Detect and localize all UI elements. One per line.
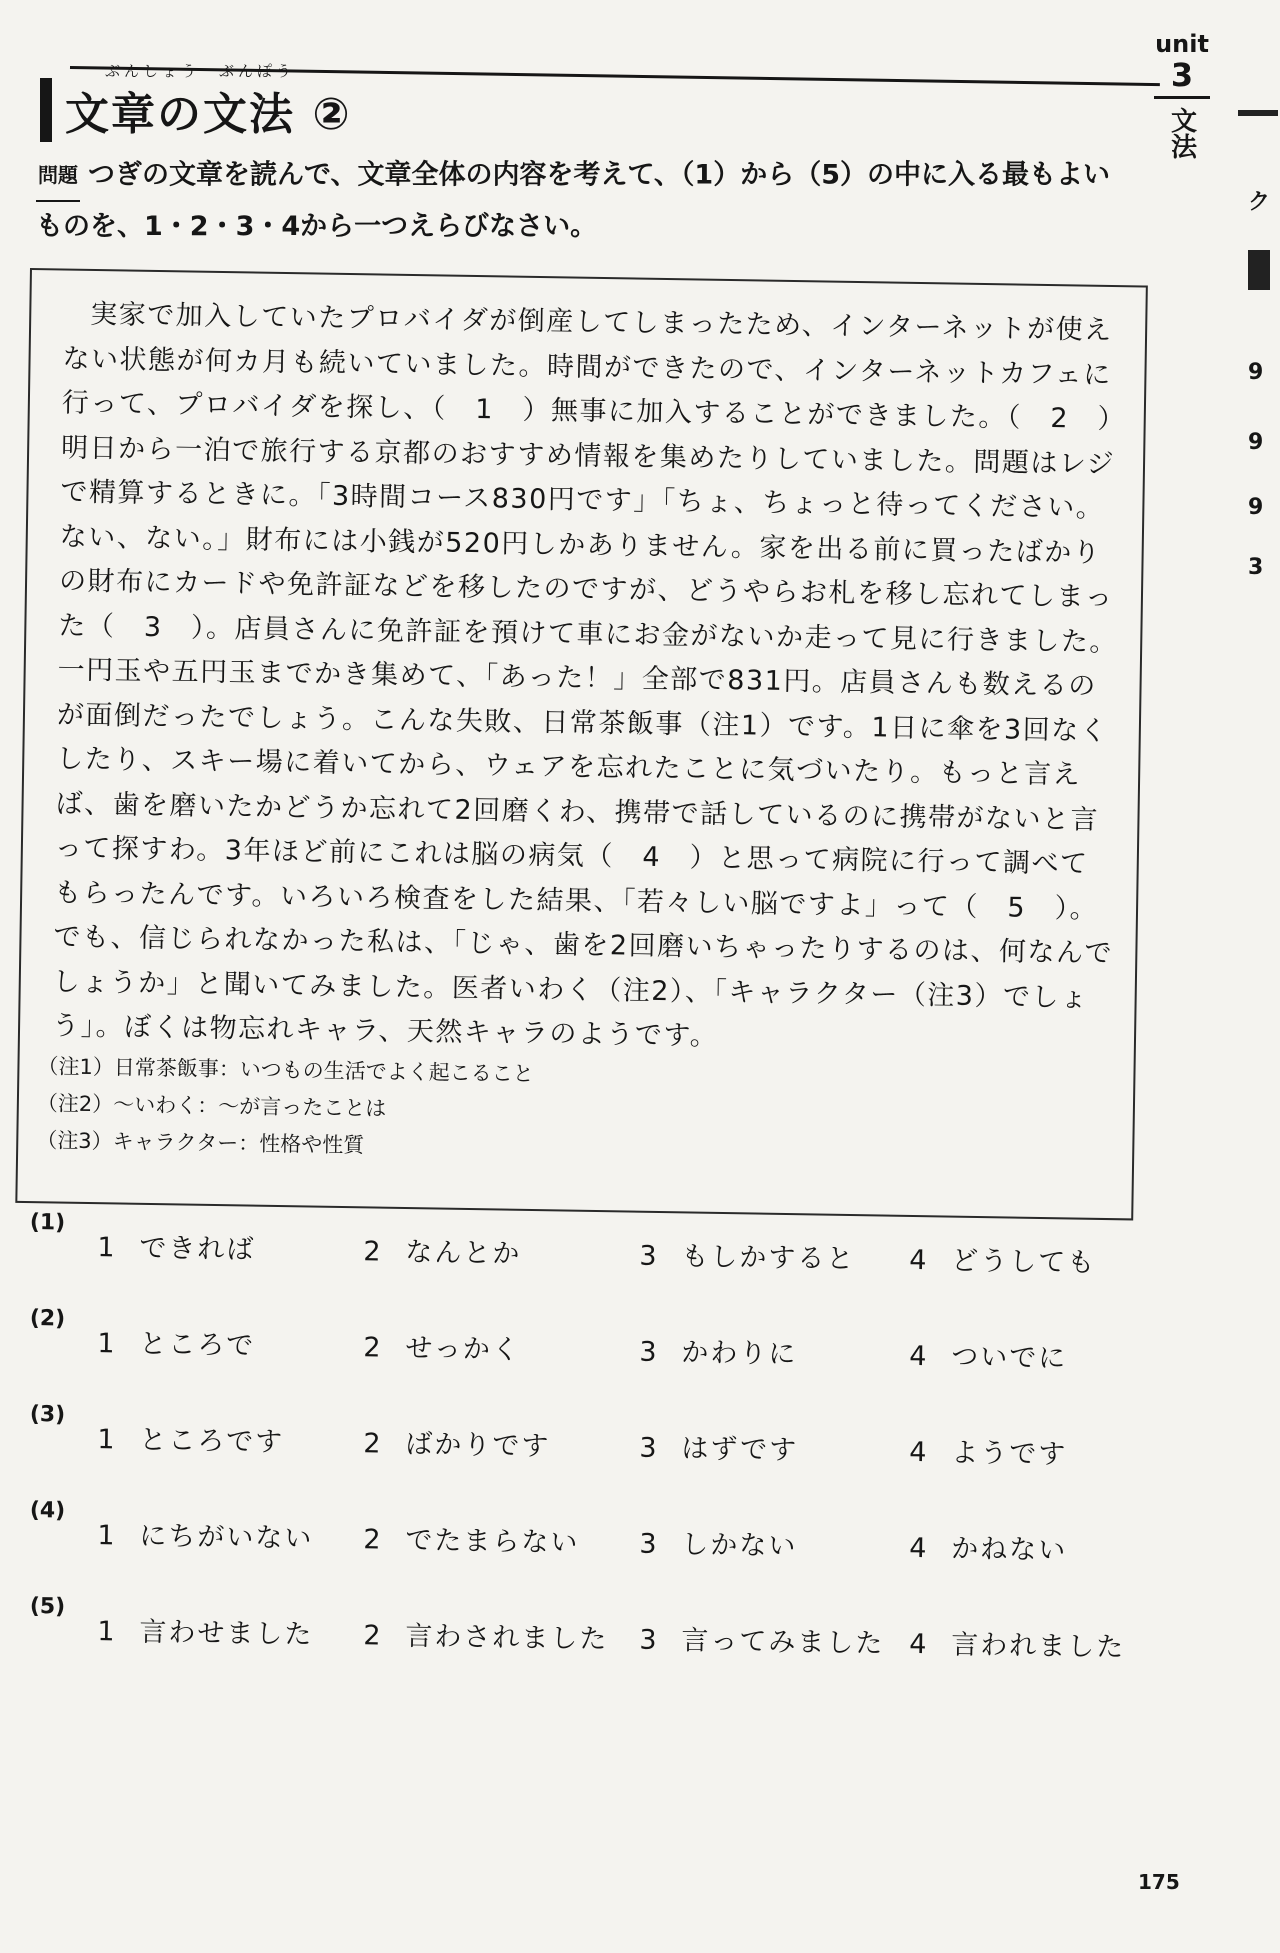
choice-option[interactable]: 2 でたまらない	[363, 1524, 580, 1559]
edge-glyph: 9	[1248, 430, 1264, 455]
edge-glyph: 9	[1248, 495, 1264, 520]
edge-index-marks	[1238, 90, 1280, 590]
title-ruby: ぶんしょう ぶんぽう	[105, 62, 296, 80]
choice-row-5	[28, 1594, 1169, 1708]
question-instruction	[36, 150, 1136, 252]
choice-option[interactable]: 3 言ってみました	[639, 1624, 885, 1660]
choice-option[interactable]: 3 かわりに	[639, 1336, 798, 1371]
choice-option[interactable]: 3 もしかすると	[639, 1240, 856, 1275]
choice-row-4	[28, 1498, 1169, 1612]
choice-row-1	[28, 1210, 1169, 1324]
unit-divider	[1154, 96, 1210, 99]
footnotes	[36, 1048, 1038, 1175]
choice-option[interactable]: 1 にちがいない	[97, 1520, 314, 1555]
choice-option[interactable]: 3 はずです	[639, 1432, 799, 1467]
edge-glyph: 3	[1248, 555, 1264, 580]
choice-row-2	[28, 1306, 1169, 1420]
choice-row-3	[28, 1402, 1169, 1516]
page-title: 文章の文法 ②	[65, 89, 352, 140]
choice-option[interactable]: 3 しかない	[639, 1528, 798, 1563]
choice-option[interactable]: 1 言わせました	[97, 1616, 314, 1651]
choice-option[interactable]: 1 ところで	[97, 1328, 256, 1362]
blank-label: (3)	[29, 1402, 66, 1428]
unit-number: 3	[1170, 56, 1194, 94]
choice-option[interactable]: 1 ところです	[97, 1424, 285, 1458]
blank-label: (1)	[29, 1210, 66, 1236]
choice-option[interactable]: 2 ばかりです	[363, 1428, 551, 1463]
passage-text: 実家で加入していたプロバイダが倒産してしまったため、インターネットが使えない状態が何カ月も続いていました。時間ができたので、インターネットカフェに行って、プロバイダを探し、（ 1 ）無事に加入することができました。（ 2 ）明日から一泊で旅行する京都のおすすめ情報を集めたりしていました。問題はレジで精算するときに。「3時間コース830円です」「ちょ、ちょっと待ってください。ない、ない。」財布には小銭が520円しかありません。家を出る前に買ったばかりの財布にカードや免許証などを移したのですが、どうやらお札を移し忘れてしまった（ 3 ）。店員さんに免許証を預けて車にお金がないか走って見に行きました。一円玉や五円玉までかき集めて、「あった！」全部で831円。店員さんも数えるのが面倒だったでしょう。こんな失敗、日常茶飯事（注1）です。1日に傘を3回なくしたり、スキー場に着いてから、ウェアを忘れたことに気づいたり。もっと言えば、歯を磨いたかどうか忘れて2回磨くわ、携帯で話しているのに携帯がないと言って探すわ。3年ほど前にこれは脳の病気（ 4 ）と思って病院に行って調べてもらったんです。いろいろ検査をした結果、「若々しい脳ですよ」って（ 5 ）。でも、信じられなかった私は、「じゃ、歯を2回磨いちゃったりするのは、何なんでしょうか」と聞いてみました。医者いわく（注2）、「キャラクター（注3）でしょう」。ぼくは物忘れキャラ、天然キャラのようです。	[51, 298, 1119, 1052]
edge-glyph: 9	[1248, 360, 1264, 385]
choice-option[interactable]: 2 せっかく	[363, 1332, 522, 1366]
choice-option[interactable]: 4 ついでに	[909, 1340, 1068, 1375]
footnote-1: （注1）日常茶飯事：いつもの生活でよく起こること	[37, 1054, 534, 1087]
title-bar-mark	[40, 78, 52, 142]
choice-option[interactable]: 4 ようです	[909, 1436, 1068, 1471]
choice-option[interactable]: 4 言われました	[909, 1628, 1126, 1664]
answer-choices	[30, 1210, 1170, 1690]
title-area	[30, 60, 1160, 150]
choice-option[interactable]: 1 できれば	[97, 1232, 256, 1266]
passage-box	[15, 268, 1148, 1220]
edge-mark-bar	[1238, 110, 1278, 116]
footnote-3: （注3）キャラクター：性格や性質	[36, 1128, 365, 1158]
unit-category: 文法	[1166, 107, 1197, 159]
blank-label: (2)	[29, 1306, 66, 1332]
choice-option[interactable]: 2 なんとか	[363, 1236, 522, 1270]
unit-marker	[1148, 30, 1216, 159]
choice-option[interactable]: 2 言わされました	[363, 1620, 609, 1656]
choice-option[interactable]: 4 どうしても	[909, 1244, 1097, 1279]
unit-label: unit	[1155, 30, 1209, 58]
question-label: 問題	[36, 150, 80, 202]
blank-label: (5)	[29, 1594, 66, 1620]
page-number: 175	[1138, 1870, 1180, 1894]
choice-option[interactable]: 4 かねない	[909, 1532, 1068, 1567]
edge-glyph: ク	[1248, 190, 1271, 215]
question-text: つぎの文章を読んで、文章全体の内容を考えて、（1）から（5）の中に入る最もよいものを、1・2・3・4から一つえらびなさい。	[36, 159, 1110, 242]
footnote-2: （注2）～いわく：～が言ったことは	[36, 1091, 387, 1121]
edge-mark-block	[1248, 250, 1270, 290]
blank-label: (4)	[29, 1498, 66, 1524]
